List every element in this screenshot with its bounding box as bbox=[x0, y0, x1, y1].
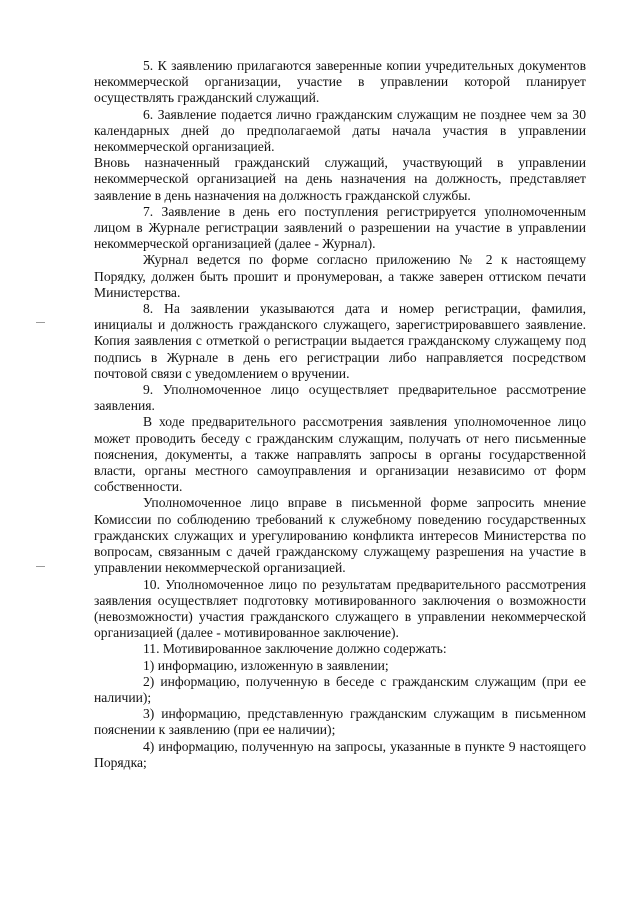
list-item-1: 1) информацию, изложенную в заявлении; bbox=[143, 657, 389, 673]
paragraph-7: 7. Заявление в день его поступления регистрируется уполномоченным лицом в Журнале регистрации заявлений о разрешении на участие в управлении некоммерческой организацией (далее - Журнал). bbox=[94, 203, 586, 252]
list-item-2: 2) информацию, полученную в беседе с гражданским служащим (при ее наличии); bbox=[94, 673, 586, 705]
paragraph-11: 11. Мотивированное заключение должно содержать: bbox=[143, 641, 447, 657]
paragraph-commission-opinion: Уполномоченное лицо вправе в письменной форме запросить мнение Комиссии по соблюдению требований к служебному поведению государственных гражданских служащих и урегулированию конфликта интересов Министерства по вопросам, связанным с дачей гражданскому служащему разрешения на участие в управлении некоммерческой организацией. bbox=[94, 495, 586, 576]
list-item-4: 4) информацию, полученную на запросы, указанные в пункте 9 настоящего Порядка; bbox=[94, 738, 586, 770]
paragraph-5: 5. К заявлению прилагаются заверенные копии учредительных документов некоммерческой организации, участие в управлении которой планирует осуществлять гражданский служащий. bbox=[94, 58, 586, 106]
paragraph-journal: Журнал ведется по форме согласно приложению № 2 к настоящему Порядку, должен быть прошит и пронумерован, а также заверен оттиском печати Министерства. bbox=[94, 252, 586, 300]
paragraph-9: 9. Уполномоченное лицо осуществляет предварительное рассмотрение заявления. bbox=[94, 382, 586, 414]
margin-mark bbox=[36, 566, 45, 567]
paragraph-8: 8. На заявлении указываются дата и номер регистрации, фамилия, инициалы и должность гражданского служащего, зарегистрировавшего заявление. Копия заявления с отметкой о регистрации выдается гражданскому служащему под подпись в Журнале в день его регистрации либо направляется посредством почтовой связи с уведомлением о вручении. bbox=[94, 301, 586, 381]
paragraph-preliminary-review: В ходе предварительного рассмотрения заявления уполномоченное лицо может проводить беседу с гражданским служащим, получать от него письменные пояснения, документы, а также направлять запросы в органы государственной власти, органы местного самоуправления и организации независимо от форм собственности. bbox=[94, 414, 586, 495]
margin-mark bbox=[36, 322, 45, 323]
paragraph-10: 10. Уполномоченное лицо по результатам предварительного рассмотрения заявления осуществляет подготовку мотивированного заключения о возможности (невозможности) участия гражданского служащего в управлении некоммерческой организацией (далее - мотивированное заключение). bbox=[94, 576, 586, 641]
paragraph-6: 6. Заявление подается лично гражданским служащим не позднее чем за 30 календарных дней до предполагаемой даты начала участия в управлении некоммерческой организацией. bbox=[94, 106, 586, 155]
list-item-3: 3) информацию, представленную гражданским служащим в письменном пояснении к заявлению (при ее наличии); bbox=[94, 706, 586, 738]
paragraph-6-continued: Вновь назначенный гражданский служащий, участвующий в управлении некоммерческой организацией на день назначения на должность, представляет заявление в день назначения на должность гражданской службы. bbox=[94, 155, 586, 203]
document-body bbox=[94, 58, 586, 771]
